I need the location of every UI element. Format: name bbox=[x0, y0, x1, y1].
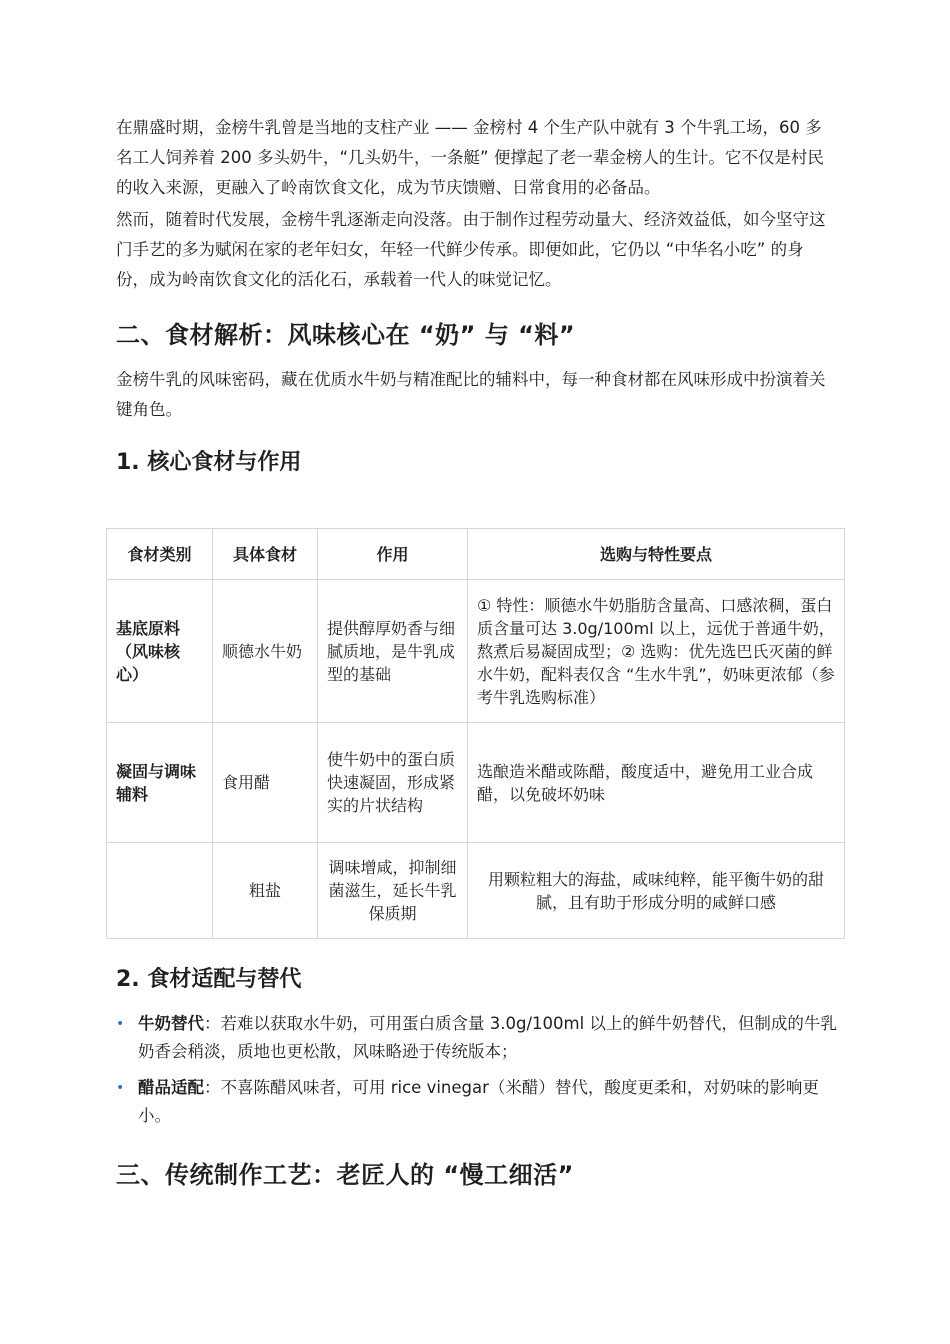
cell-category bbox=[107, 843, 213, 939]
bullet-dot-icon: • bbox=[116, 1016, 125, 1032]
cell-role: 提供醇厚奶香与细腻质地，是牛乳成型的基础 bbox=[318, 580, 468, 723]
bullet-dot-icon: • bbox=[116, 1080, 125, 1096]
table-row bbox=[107, 580, 845, 723]
table-header-row bbox=[107, 529, 845, 580]
bullet-text: ：若难以获取水牛奶，可用蛋白质含量 3.0g/100ml 以上的鲜牛奶替代，但制成的牛乳奶香会稍淡，质地也更松散，风味略逊于传统版本； bbox=[138, 1014, 837, 1061]
intro-paragraph-1: 在鼎盛时期，金榜牛乳曾是当地的支柱产业 —— 金榜村 4 个生产队中就有 3 个牛乳工场，60 多名工人饲养着 200 多头奶牛，“几头奶牛，一条艇” 便撑起了老一辈金榜人的生计。它不仅是村民的收入来源，更融入了岭南饮食文化，成为节庆馈赠、日常食用的必备品。 bbox=[116, 118, 824, 197]
cell-role: 使牛奶中的蛋白质快速凝固，形成紧实的片状结构 bbox=[318, 723, 468, 843]
cell-category: 凝固与调味辅料 bbox=[107, 723, 213, 843]
header-notes: 选购与特性要点 bbox=[468, 529, 845, 580]
subsection-1-heading: 1. 核心食材与作用 bbox=[116, 450, 302, 475]
cell-notes: ① 特性：顺德水牛奶脂肪含量高、口感浓稠，蛋白质含量可达 3.0g/100ml 以上，远优于普通牛奶，熬煮后易凝固成型；② 选购：优先选巴氏灭菌的鲜水牛奶，配料表仅含 “生水牛乳”，奶味更浓郁（参考牛乳选购标准） bbox=[468, 580, 845, 723]
cell-ingredient: 食用醋 bbox=[213, 723, 318, 843]
bullet-key: 醋品适配 bbox=[138, 1078, 204, 1097]
cell-notes: 用颗粒粗大的海盐，咸味纯粹，能平衡牛奶的甜腻，且有助于形成分明的咸鲜口感 bbox=[468, 843, 845, 939]
cell-ingredient: 顺德水牛奶 bbox=[213, 580, 318, 723]
cell-role: 调味增咸，抑制细菌滋生，延长牛乳保质期 bbox=[318, 843, 468, 939]
header-category: 食材类别 bbox=[107, 529, 213, 580]
header-ingredient: 具体食材 bbox=[213, 529, 318, 580]
cell-category: 基底原料（风味核心） bbox=[107, 580, 213, 723]
intro-paragraph-2: 然而，随着时代发展，金榜牛乳逐渐走向没落。由于制作过程劳动量大、经济效益低，如今坚守这门手艺的多为赋闲在家的老年妇女，年轻一代鲜少传承。即便如此，它仍以 “中华名小吃” 的身份，成为岭南饮食文化的活化石，承载着一代人的味觉记忆。 bbox=[116, 210, 826, 289]
bullet-text: ：不喜陈醋风味者，可用 rice vinegar（米醋）替代，酸度更柔和，对奶味的影响更小。 bbox=[138, 1078, 819, 1125]
section-3-heading: 三、传统制作工艺：老匠人的 “慢工细活” bbox=[116, 1161, 574, 1189]
bullet-key: 牛奶替代 bbox=[138, 1014, 204, 1033]
subsection-2-heading: 2. 食材适配与替代 bbox=[116, 967, 302, 992]
list-item bbox=[116, 1010, 842, 1066]
cell-notes: 选酿造米醋或陈醋，酸度适中，避免用工业合成醋，以免破坏奶味 bbox=[468, 723, 845, 843]
header-role: 作用 bbox=[318, 529, 468, 580]
list-item bbox=[116, 1074, 842, 1130]
ingredients-table bbox=[106, 528, 845, 939]
table-row bbox=[107, 723, 845, 843]
substitution-list bbox=[116, 1010, 842, 1138]
cell-ingredient: 粗盐 bbox=[213, 843, 318, 939]
section-2-intro: 金榜牛乳的风味密码，藏在优质水牛奶与精准配比的辅料中，每一种食材都在风味形成中扮演着关键角色。 bbox=[116, 370, 826, 419]
section-2-heading: 二、食材解析：风味核心在 “奶” 与 “料” bbox=[116, 321, 576, 349]
table-row bbox=[107, 843, 845, 939]
